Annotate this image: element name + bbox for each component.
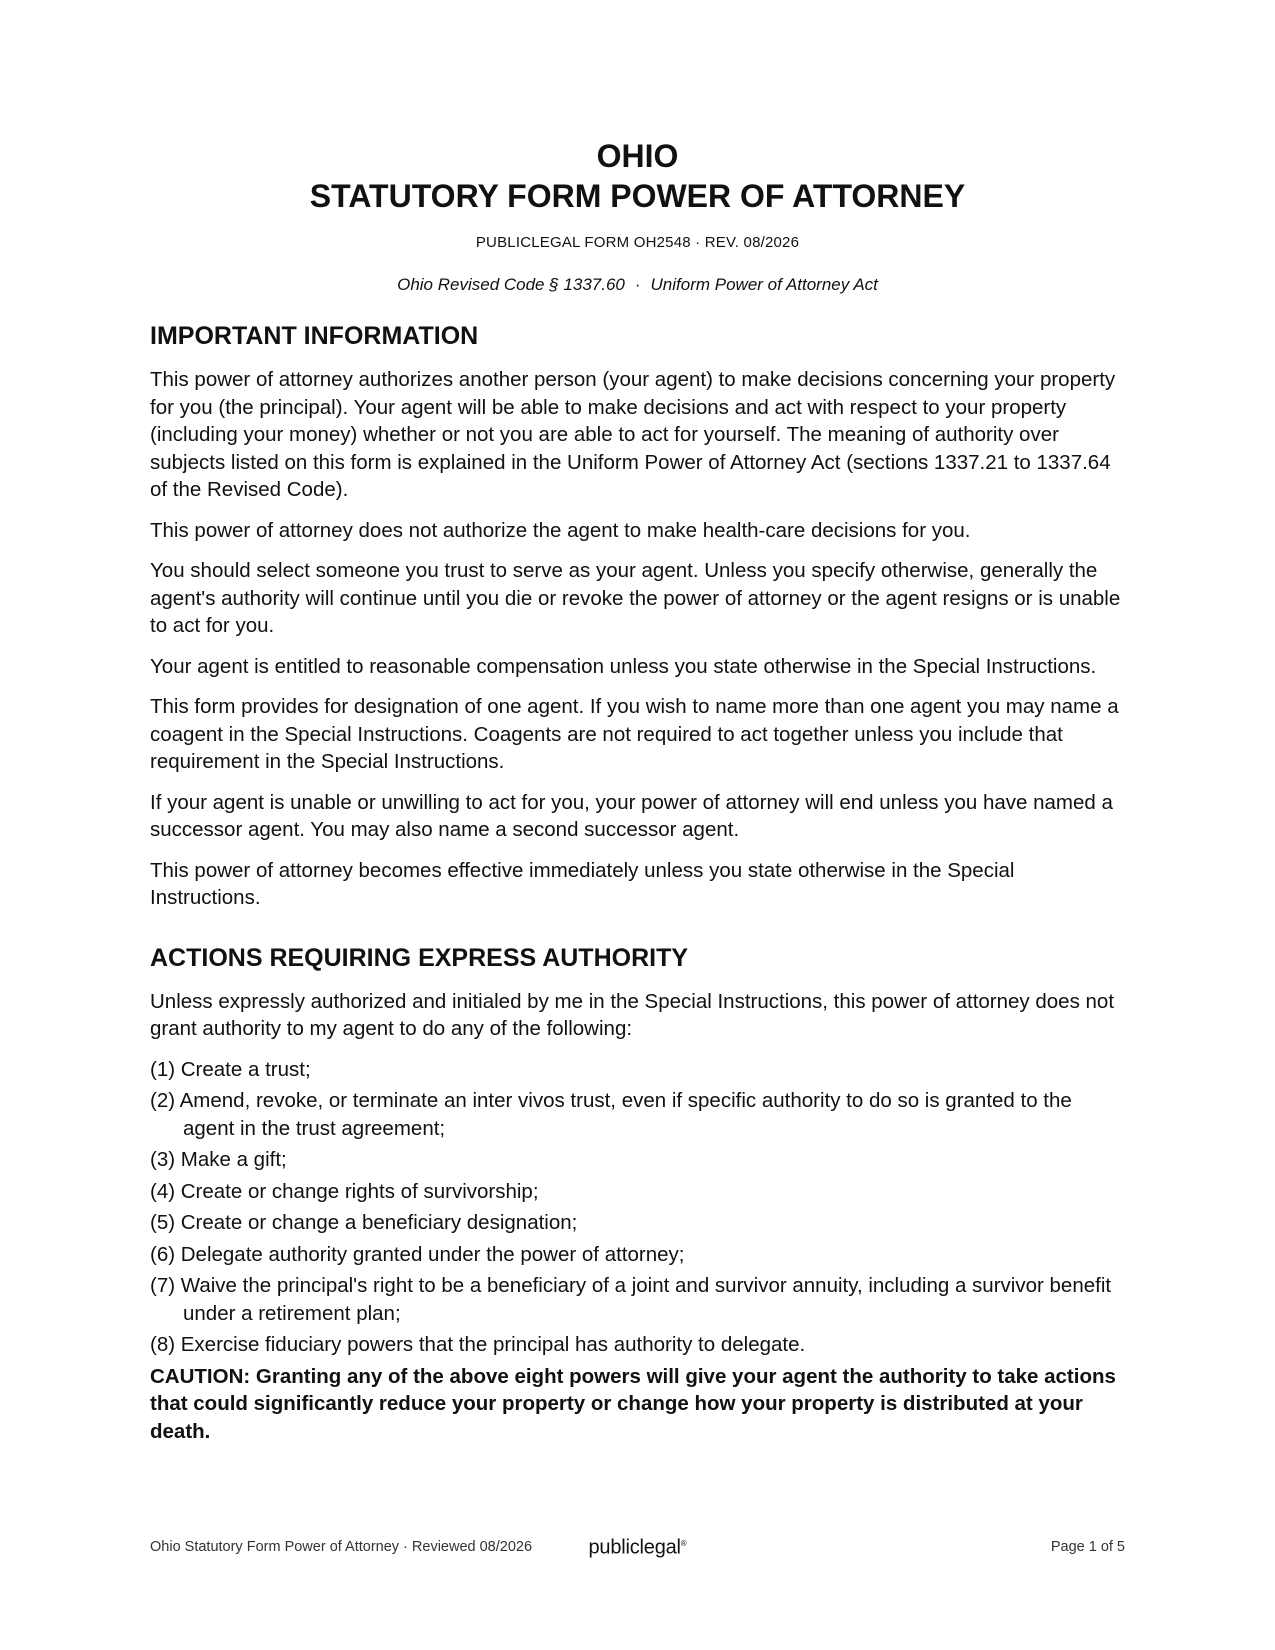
page-number: Page 1 of 5 xyxy=(1050,1539,1125,1555)
list-item: (4) Create or change rights of survivorship; xyxy=(150,1179,539,1203)
logo-registered-mark: ® xyxy=(680,1539,687,1548)
paragraph: You should select someone you trust to serve as your agent. Unless you specify otherwise, generally the agent's authority will continue until you die or revoke the power of attorney or the agent resigns or is unable to act for you. xyxy=(150,559,1121,637)
citation-act: Uniform Power of Attorney Act xyxy=(650,275,878,294)
footer-document-label: Ohio Statutory Form Power of Attorney · Reviewed 08/2026 xyxy=(150,1539,533,1555)
important-information-section xyxy=(150,320,1125,912)
list-item: (2) Amend, revoke, or terminate an inter vivos trust, even if specific authority to do so is granted to the agent in the trust agreement; xyxy=(150,1089,1072,1140)
express-authority-section xyxy=(150,942,1125,1446)
express-powers-list xyxy=(150,1056,1125,1359)
document-title: STATUTORY FORM POWER OF ATTORNEY xyxy=(309,178,966,214)
paragraph: This power of attorney does not authorize the agent to make health-care decisions for you. xyxy=(150,518,971,542)
list-item: (5) Create or change a beneficiary designation; xyxy=(150,1211,578,1234)
paragraph: This power of attorney authorizes another person (your agent) to make decisions concerning your property for you (the principal). Your agent will be able to make decisions and act with respect to your property (including your money) whether or not you are able to act for yourself. The meaning of authority over subjects listed on this form is explained in the Uniform Power of Attorney Act (sections 1337.21 to 1337.64 of the Revised Code). xyxy=(150,368,1116,501)
state-title: OHIO xyxy=(596,138,679,174)
section-heading-express-authority: ACTIONS REQUIRING EXPRESS AUTHORITY xyxy=(150,943,689,972)
section-heading-important: IMPORTANT INFORMATION xyxy=(150,322,479,350)
page-footer xyxy=(150,1535,1125,1559)
list-item: (7) Waive the principal's right to be a beneficiary of a joint and survivor annuity, including a survivor benefit under a retirement plan; xyxy=(150,1274,1112,1325)
document-body xyxy=(150,320,1125,1445)
list-item: (6) Delegate authority granted under the power of attorney; xyxy=(150,1242,685,1266)
citation-separator: · xyxy=(634,275,641,294)
list-item: (8) Exercise fiduciary powers that the principal has authority to delegate. xyxy=(150,1333,806,1356)
caution-notice: CAUTION: Granting any of the above eight powers will give your agent the authority to take actions that could significantly reduce your property or change how your property is distributed at your death. xyxy=(150,1364,1116,1443)
paragraph: If your agent is unable or unwilling to act for you, your power of attorney will end unless you have named a successor agent. You may also name a second successor agent. xyxy=(150,790,1113,841)
paragraph: This power of attorney becomes effective immediately unless you state otherwise in the Special Instructions. xyxy=(150,858,1015,909)
form-identifier: PUBLICLEGAL FORM OH2548 · REV. 08/2026 xyxy=(475,234,800,251)
list-item: (3) Make a gift; xyxy=(150,1148,287,1171)
citation-code: Ohio Revised Code § 1337.60 xyxy=(397,275,625,294)
list-item: (1) Create a trust; xyxy=(150,1057,311,1081)
paragraph: Your agent is entitled to reasonable compensation unless you state otherwise in the Special Instructions. xyxy=(150,654,1097,678)
logo-wordmark: publiclegal xyxy=(588,1536,681,1559)
express-authority-intro: Unless expressly authorized and initialed by me in the Special Instructions, this power of attorney does not grant authority to my agent to do any of the following: xyxy=(150,989,1115,1040)
statute-citation xyxy=(150,274,1125,296)
publiclegal-logo xyxy=(150,1532,1125,1560)
document-page xyxy=(150,0,1125,1650)
paragraph: This form provides for designation of one agent. If you wish to name more than one agent you may name a coagent in the Special Instructions. Coagents are not required to act together unless you include that requirement in the Special Instructions. xyxy=(150,695,1119,773)
